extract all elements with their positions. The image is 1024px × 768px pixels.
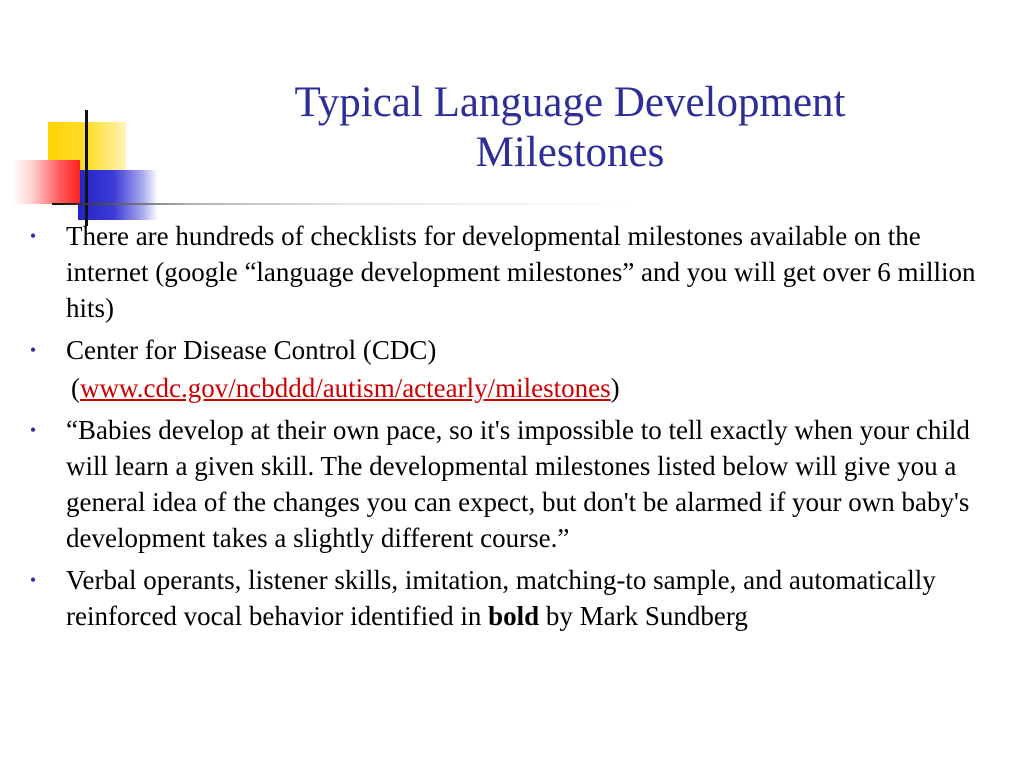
bullet-item-cdc [28, 332, 998, 368]
slide-title [150, 78, 990, 178]
bullet-text: There are hundreds of checklists for developmental milestones available on the internet (google “language development milestones” and you will get over 6 million hits) [66, 221, 976, 323]
bullet-icon: • [29, 570, 37, 590]
paren-open: ( [71, 373, 80, 403]
bullet-icon: • [29, 420, 37, 440]
bullet-text: Center for Disease Control (CDC) [66, 335, 437, 365]
slide-title-line-2: Milestones [475, 129, 665, 176]
decorative-red-block [12, 160, 80, 204]
bullet-text [66, 565, 936, 631]
cdc-link-line [28, 370, 998, 406]
bold-word: bold [488, 601, 540, 631]
paren-close: ) [610, 373, 620, 403]
bullet-icon: • [29, 340, 37, 360]
decorative-blue-block [78, 170, 158, 220]
decorative-vertical-line [85, 110, 88, 226]
bullet-list [28, 218, 998, 640]
bullet-item-verbal-operants [28, 562, 998, 634]
slide-title-line-1: Typical Language Development [294, 79, 846, 126]
bullet-text: “Babies develop at their own pace, so it's impossible to tell exactly when your child will learn a given skill. The developmental milestones listed below will give you a general idea of the changes you can expect, but don't be alarmed if your own baby's development takes a slightly different course.” [66, 415, 970, 553]
cdc-milestones-link[interactable]: www.cdc.gov/ncbddd/autism/actearly/milestones [80, 373, 611, 403]
title-divider-line [52, 203, 1024, 205]
bullet-item-checklists [28, 218, 998, 326]
bullet-item-quote [28, 412, 998, 556]
bullet-icon: • [29, 226, 37, 246]
bullet-text-after: by Mark Sundberg [539, 601, 748, 631]
bullet-text-before: Verbal operants, listener skills, imitation, matching-to sample, and automatically reinforced vocal behavior identified in [66, 565, 936, 631]
